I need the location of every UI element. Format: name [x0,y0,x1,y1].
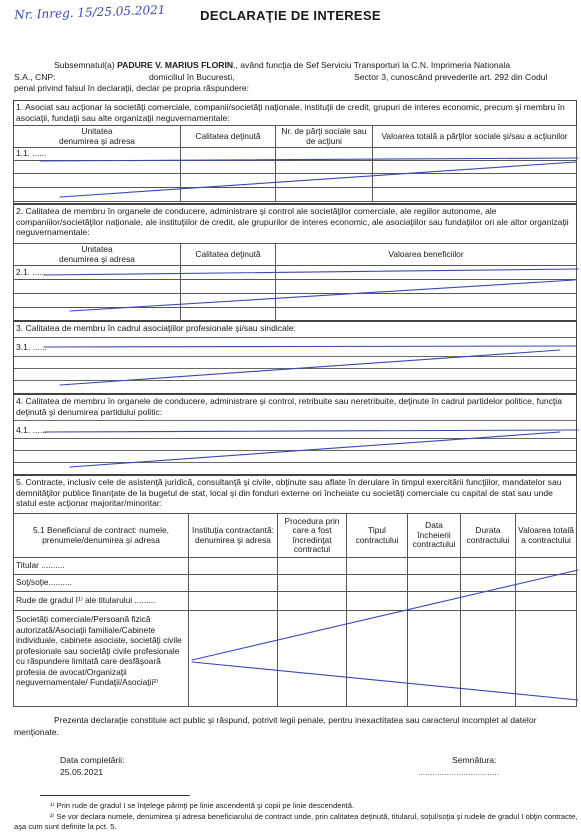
intro-prefix: Subsemnatul(a) [54,60,118,70]
s2-header-unit: Unitatea denumirea şi adresa [14,244,181,266]
intro-domicile: domiciliul în Bucuresti, [149,71,235,82]
section-5-title: 5. Contracte, inclusiv cele de asistenţă juridică, consultanţă şi civile, obţinute sau aflate în derulare în timpul exercitării funcţiilor, mandatelor sau demnităţilor publice finanţate de la bugetul de stat, local şi din fonduri externe ori încheiate cu societăţi comerciale cu capital de stat sau unde statul este acţionar majoritar/minoritar: [16,477,562,508]
s5-header-institution: Instituţia contractantă: denumirea şi adresa [189,514,278,558]
s1-header-shares: Nr. de părţi sociale sau de acţiuni [276,126,373,148]
footnote-divider [40,795,190,796]
date-label: Data completării: [60,755,125,765]
s2-header-quality: Calitatea deţinută [181,244,276,266]
s5-header-type: Tipul contractului [347,514,408,558]
registration-number: Nr. Inreg. 15/25.05.2021 [14,2,166,22]
intro-legal: Sector 3, cunoscând prevederile art. 292 din Codul [354,71,548,82]
section-2 [13,204,577,321]
s5-row-companies: Societăţi comerciale/Persoană fizică autorizată/Asociaţii familiale/Cabinete individuale, cabinete asociate, societăţi civile profesionale sau societăţi civile profesionale cu răspundere limitată care desfăşoară profesia de avocat/Organizaţii neguvernamentale/ Fundaţii/Asociaţii²⁾ [14,611,189,707]
section-1-table [13,125,577,202]
s3-row-label: 3.1. ...... [16,342,48,352]
declarant-name: PADURE V. MARIUS FLORIN [117,60,234,70]
s5-header-duration: Durata contractului [461,514,516,558]
s5-row-relatives: Rude de gradul I¹⁾ ale titularului ......... [14,592,189,611]
section-2-table [13,243,577,322]
signature-line: .................................. [418,767,500,777]
s5-row-spouse: Soţ/soţie.......... [14,575,189,592]
date-value: 25.05.2021 [60,767,104,777]
s4-row-label: 4.1. ...... [16,425,48,435]
footnote-1: ¹⁾ Prin rude de gradul I se înţelege părinţi pe linie ascendentă şi copii pe linie descendentă. [50,801,355,810]
intro-function: ., având funcţia de Sef Serviciu Transporturi la C.N. Imprimeria Nationala [233,60,511,70]
s5-header-value: Valoarea totală a contractului [516,514,577,558]
s1-header-unit: Unitatea denumirea şi adresa [14,126,181,148]
s5-header-date: Data încheierii contractului [408,514,461,558]
s5-row-holder: Titular .......... [14,558,189,575]
intro-cnp: S.A., CNP: [14,71,56,82]
s5-header-beneficiary: 5.1 Beneficiarul de contract: numele, prenumele/denumirea şi adresa [14,514,189,558]
section-3 [13,321,577,394]
s2-row-label: 2.1. ...... [14,266,181,280]
s5-header-procedure: Procedura prin care a fost încredinţat contractul [278,514,347,558]
section-4-title: 4. Calitatea de membru în organele de conducere, administrare şi control, retribuite sau neretribuite, deţinute în cadrul partidelor politice, funcţia deţinută şi denumirea partidului politic: [16,396,563,417]
section-4 [13,394,577,475]
section-2-title: 2. Calitatea de membru în organele de conducere, administrare şi control ale societăţilor comerciale, ale regiilor autonome, ale companiilor/societăţilor naţionale, ale instituţiilor de credit, ale grupurilor de interes economic, ale asociaţiilor sau fundaţiilor ori ale altor organizaţii neguvernamentale: [16,206,569,237]
footnote-2: ²⁾ Se vor declara numele, denumirea şi adresa beneficiarului de contract unde, prin calitatea deţinută, titularul, soţul/soţia şi rudele de gradul I obţin contracte, aşa cum sunt definite la pct. 5. [14,812,578,831]
intro-statement: penal privind falsul în declaraţii, declar pe propria răspundere: [14,83,250,93]
document-title: DECLARAŢIE DE INTERESE [200,8,381,23]
s1-header-value: Valoarea totală a părţilor sociale şi/sau a acţiunilor [373,126,577,148]
section-5 [13,475,577,707]
section-5-table [13,513,577,707]
s2-header-benefits: Valoarea beneficiilor [276,244,577,266]
s1-header-quality: Calitatea deţinută [181,126,276,148]
signature-label: Semnătura: [452,755,497,765]
s1-row-label: 1.1. ...... [14,148,181,161]
section-3-title: 3. Calitatea de membru în cadrul asociaţiilor profesionale şi/sau sindicale: [16,323,296,333]
section-1-title: 1. Asociat sau acţionar la societăţi comerciale, companii/societăţi naţionale, instituţii de credit, grupuri de interes economic, precum şi membru în asociaţii, fundaţii sau alte organizaţii neguvernamentale: [16,102,565,123]
declarant-intro [14,60,576,95]
closing-statement: Prezenta declaraţie constituie act public şi răspund, potrivit legii penale, pentru inexactitatea sau caracterul incomplet al datelor menţionate. [14,715,537,737]
section-1 [13,100,577,204]
